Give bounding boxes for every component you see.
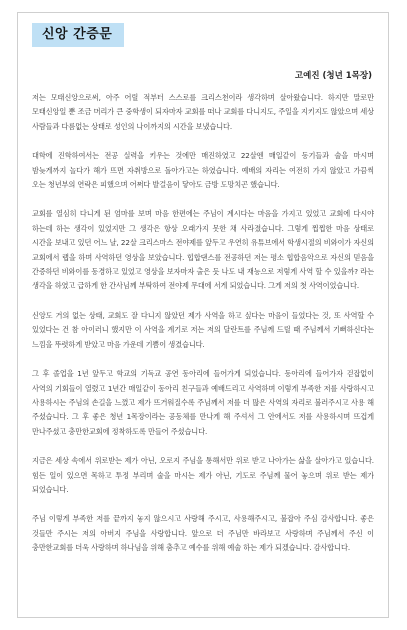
testimony-body [32,91,374,571]
document-title: 신앙 간증문 [32,23,124,47]
author-line: 고예진 (청년 1목장) [294,71,372,81]
paragraph-7: 주님 이렇게 부족한 저를 끝까지 놓지 않으시고 사랑해 주시고, 사용해주시고, 불잡아 주심 감사합니다. 좋은 것들만 주시는 저의 아버지 주님을 사랑합니다. 앞으로 더 주님만 바라보고 사랑하며 주님께서 주신 이 충만한교회를 더욱 사랑하며 하나님을 위해 춤추고 예수를 위해 예술 하는 제가 되겠습니다. 감사합니다. [32,514,374,553]
paragraph-1: 저는 모태신앙으로써, 아주 어릴 적부터 스스로를 크리스천이라 생각하며 살아왔습니다. 하지만 말로만 모태신앙일 뿐 조금 머리가 큰 중학생이 되자마자 교회를 떠나 교회를 다니지도, 주일을 지키지도 않았으며 세상 사람들과 다름없는 상태로 성인의 나이까지의 시간을 보냈습니다. [32,93,374,131]
paragraph-3: 교회를 열심히 다니게 된 엄마를 보며 마음 한편에는 주님이 계시다는 마음을 가지고 있었고 교회에 다시야 하는데 하는 생각이 있었지만 그 생각은 항상 오래가지 못한 채 사라졌습니다. 그렇게 찝찝한 마음 상태로 시간을 보내고 있던 어느 날, 22살 크리스마스 전야제를 앞두고 우연히 유튜브에서 학생시절의 비와이가 자신의 교회에서 랩을 하며 사역하던 영상을 보았습니다. 힙합댄스를 전공하던 저는 평소 힙합음악으로 자신의 믿음을 간증하던 비와이를 동경하고 있었고 영상을 보자마자 출은 듯 나도 내 재능으로 저렇게 사역 할 수 있을까? 라는 생각을 하였고 급하게 한 간사님께 부탁하여 전야제 무대에 서게 되었습니다. 그게 저의 첫 사역이었습니다. [32,209,374,291]
document-page [17,12,389,618]
paragraph-4: 신앙도 거의 없는 상태, 교회도 잘 다니지 않았던 제가 사역을 하고 싶다는 마음이 들었다는 것, 또 사역할 수 있었다는 건 참 아이러니 했지만 이 사역을 계기로 저는 저의 달란트를 주님께 드릴 때 주님께서 기뻐하신다는 느낌을 뚜렷하게 받았고 마음 가운데 기쁨이 생겼습니다. [32,310,374,349]
paragraph-2: 대학에 진학하여서는 전공 실력을 키우는 것에만 매진하였고 22살엔 매일같이 동기들과 술을 마시며 밤늦게까지 놀다가 해가 뜨면 자취방으로 돌아가고는 하였습니다. 예배의 자리는 여전히 가지 않았고 가끔씩 오는 청년부의 연락은 피했으며 어쩌다 발걸음이 닿아도 금방 도망치곤 했습니다. [32,151,374,190]
paragraph-5: 그 후 졸업을 1년 앞두고 학교의 기독교 공연 동아리에 들어가게 되었습니다. 동아리에 들어가자 걷잡없이 사역의 기회들이 열렸고 1년간 매일같이 동아리 친구들과 예배드리고 사역하며 이렇게 부족한 저를 사랑하시고 사용하시는 주님의 손길을 느꼈고 제가 뜨거워질수록 주님께서 저를 더 많은 사역의 자리로 불러주시고 사용 해 주셨습니다. 그 후 좋은 청년 1목장이라는 공동체를 만나게 해 주셔서 그 안에서도 저를 사용하시며 뜨겁게 만나주셨고 충만한교회에 정착하도록 만들어 주셨습니다. [32,369,374,436]
paragraph-6: 지금은 세상 속에서 위로받는 제가 아닌, 오로지 주님을 통해서만 위로 받고 나아가는 삶을 살아가고 있습니다. 힘든 일이 있으면 목하고 투정 부리며 술을 마시는 제가 아닌, 기도로 주님께 물어 놓으며 위로 받는 제가 되었습니다. [32,456,374,494]
